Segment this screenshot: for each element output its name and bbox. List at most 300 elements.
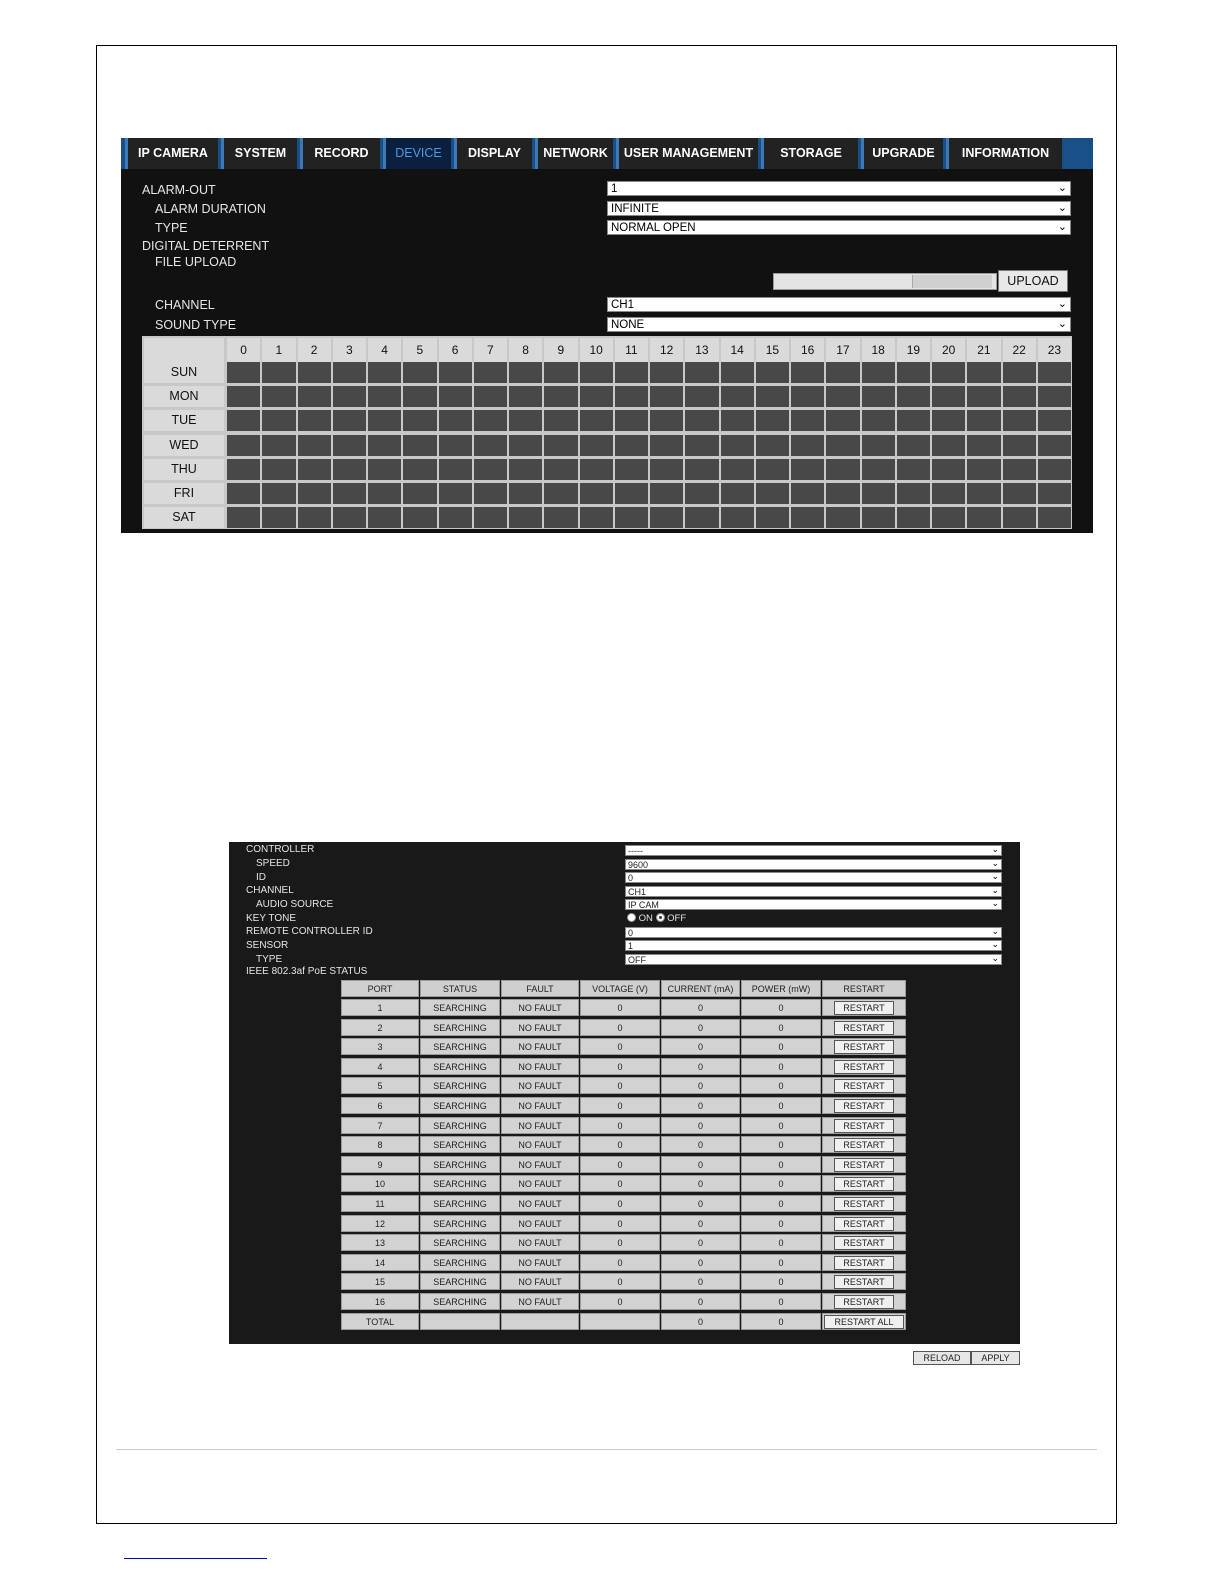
tab-user-management[interactable]: USER MANAGEMENT [616, 138, 758, 169]
schedule-cell[interactable] [721, 483, 754, 504]
schedule-cell[interactable] [368, 386, 401, 407]
restart-button[interactable]: RESTART [834, 1021, 894, 1035]
schedule-cell[interactable] [262, 459, 295, 480]
schedule-cell[interactable] [932, 410, 965, 431]
schedule-hour-header[interactable]: 2 [298, 338, 331, 362]
schedule-cell[interactable] [1038, 435, 1071, 456]
schedule-cell[interactable] [756, 362, 789, 383]
schedule-cell[interactable] [474, 507, 507, 528]
schedule-cell[interactable] [685, 435, 718, 456]
schedule-hour-header[interactable]: 5 [403, 338, 436, 362]
alarm-out-select[interactable] [607, 181, 1071, 196]
restart-button[interactable]: RESTART [834, 1177, 894, 1191]
schedule-cell[interactable] [262, 507, 295, 528]
schedule-cell[interactable] [791, 435, 824, 456]
schedule-cell[interactable] [721, 410, 754, 431]
schedule-cell[interactable] [580, 386, 613, 407]
fault-cell: NO FAULT [501, 999, 579, 1016]
schedule-hour-header[interactable]: 20 [932, 338, 965, 362]
schedule-cell[interactable] [580, 483, 613, 504]
schedule-cell[interactable] [932, 507, 965, 528]
tab-display[interactable]: DISPLAY [454, 138, 532, 169]
schedule-cell[interactable] [967, 386, 1000, 407]
schedule-cell[interactable] [227, 459, 260, 480]
schedule-cell[interactable] [1003, 507, 1036, 528]
schedule-hour-header[interactable]: 6 [439, 338, 472, 362]
status-cell: SEARCHING [420, 1038, 500, 1055]
voltage-cell: 0 [580, 1293, 660, 1310]
schedule-hour-header[interactable]: 1 [262, 338, 295, 362]
schedule-day-wed[interactable]: WED [144, 435, 224, 456]
schedule-cell[interactable] [298, 410, 331, 431]
schedule-cell[interactable] [721, 386, 754, 407]
schedule-cell[interactable] [509, 483, 542, 504]
schedule-cell[interactable] [615, 386, 648, 407]
schedule-day-thu[interactable]: THU [144, 459, 224, 480]
schedule-cell[interactable] [227, 386, 260, 407]
schedule-cell[interactable] [932, 435, 965, 456]
channel-label: CHANNEL [246, 885, 294, 896]
schedule-hour-header[interactable]: 16 [791, 338, 824, 362]
sensor-type-select[interactable] [625, 954, 1002, 965]
schedule-cell[interactable] [826, 386, 859, 407]
schedule-hour-header[interactable]: 0 [227, 338, 260, 362]
schedule-cell[interactable] [721, 435, 754, 456]
schedule-cell[interactable] [1003, 362, 1036, 383]
power-cell: 0 [741, 1195, 821, 1212]
restart-button[interactable]: RESTART [834, 1079, 894, 1093]
tab-network[interactable]: NETWORK [535, 138, 613, 169]
schedule-cell[interactable] [298, 362, 331, 383]
schedule-cell[interactable] [227, 507, 260, 528]
file-upload-input[interactable] [773, 273, 997, 290]
schedule-cell[interactable] [1038, 483, 1071, 504]
schedule-hour-header[interactable]: 8 [509, 338, 542, 362]
schedule-cell[interactable] [262, 435, 295, 456]
chevron-down-icon: ⌄ [1057, 318, 1067, 330]
schedule-hour-header[interactable]: 23 [1038, 338, 1071, 362]
port-cell: 2 [341, 1019, 419, 1036]
status-cell: SEARCHING [420, 1136, 500, 1153]
schedule-cell[interactable] [403, 362, 436, 383]
schedule-cell[interactable] [897, 410, 930, 431]
status-cell: SEARCHING [420, 1293, 500, 1310]
schedule-cell[interactable] [368, 435, 401, 456]
schedule-cell[interactable] [368, 362, 401, 383]
voltage-cell: 0 [580, 1215, 660, 1232]
schedule-cell[interactable] [650, 483, 683, 504]
schedule-cell[interactable] [509, 410, 542, 431]
restart-button[interactable]: RESTART [834, 1275, 894, 1289]
power-cell: 0 [741, 1019, 821, 1036]
schedule-cell[interactable] [721, 362, 754, 383]
schedule-hour-header[interactable]: 21 [967, 338, 1000, 362]
status-cell: SEARCHING [420, 1254, 500, 1271]
fault-cell: NO FAULT [501, 1097, 579, 1114]
fault-cell: NO FAULT [501, 1293, 579, 1310]
restart-button[interactable]: RESTART [834, 1001, 894, 1015]
current-cell: 0 [661, 1136, 740, 1153]
schedule-cell[interactable] [544, 362, 577, 383]
key-tone-off-radio[interactable] [656, 913, 665, 922]
schedule-hour-header[interactable]: 22 [1003, 338, 1036, 362]
schedule-cell[interactable] [967, 459, 1000, 480]
schedule-hour-header[interactable]: 9 [544, 338, 577, 362]
schedule-cell[interactable] [826, 459, 859, 480]
schedule-cell[interactable] [862, 483, 895, 504]
schedule-cell[interactable] [862, 362, 895, 383]
fault-cell: NO FAULT [501, 1038, 579, 1055]
footnote-rule [124, 1558, 267, 1559]
power-cell: 0 [741, 1293, 821, 1310]
schedule-cell[interactable] [685, 459, 718, 480]
id-value: 0 [628, 873, 634, 883]
schedule-cell[interactable] [932, 459, 965, 480]
alarm-duration-label: ALARM DURATION [155, 202, 266, 216]
restart-button[interactable]: RESTART [834, 1040, 894, 1054]
schedule-cell[interactable] [791, 362, 824, 383]
restart-button[interactable]: RESTART [834, 1060, 894, 1074]
schedule-cell[interactable] [1038, 459, 1071, 480]
schedule-cell[interactable] [509, 435, 542, 456]
schedule-cell[interactable] [368, 483, 401, 504]
port-cell: 12 [341, 1215, 419, 1232]
current-cell: 0 [661, 1215, 740, 1232]
tab-record[interactable]: RECORD [300, 138, 380, 169]
schedule-cell[interactable] [967, 410, 1000, 431]
schedule-cell[interactable] [721, 459, 754, 480]
voltage-cell: 0 [580, 1254, 660, 1271]
schedule-cell[interactable] [333, 386, 366, 407]
schedule-cell[interactable] [298, 435, 331, 456]
schedule-day-mon[interactable]: MON [144, 386, 224, 407]
fault-cell: NO FAULT [501, 1175, 579, 1192]
schedule-cell[interactable] [509, 386, 542, 407]
schedule-cell[interactable] [474, 483, 507, 504]
schedule-hour-header[interactable]: 7 [474, 338, 507, 362]
schedule-cell[interactable] [615, 435, 648, 456]
tab-device[interactable]: DEVICE [383, 138, 451, 169]
schedule-cell[interactable] [685, 410, 718, 431]
schedule-cell[interactable] [227, 362, 260, 383]
schedule-cell[interactable] [1038, 410, 1071, 431]
restart-button[interactable]: RESTART [834, 1197, 894, 1211]
type-select[interactable] [607, 220, 1071, 235]
schedule-cell[interactable] [685, 507, 718, 528]
schedule-cell[interactable] [298, 483, 331, 504]
schedule-cell[interactable] [756, 386, 789, 407]
schedule-cell[interactable] [439, 483, 472, 504]
controller-select[interactable] [625, 845, 1002, 856]
schedule-cell[interactable] [580, 507, 613, 528]
current-cell: 0 [661, 1234, 740, 1251]
schedule-cell[interactable] [685, 362, 718, 383]
schedule-cell[interactable] [615, 483, 648, 504]
schedule-cell[interactable] [333, 362, 366, 383]
alarm-out-label: ALARM-OUT [142, 183, 216, 197]
schedule-cell[interactable] [368, 459, 401, 480]
schedule-cell[interactable] [756, 410, 789, 431]
schedule-cell[interactable] [1003, 410, 1036, 431]
current-cell: 0 [661, 1038, 740, 1055]
schedule-cell[interactable] [897, 362, 930, 383]
controller-label: CONTROLLER [246, 844, 315, 855]
power-cell: 0 [741, 1215, 821, 1232]
sensor-select[interactable] [625, 940, 1002, 951]
total-fault-cell [501, 1313, 579, 1330]
schedule-hour-header[interactable]: 14 [721, 338, 754, 362]
channel-select[interactable] [625, 886, 1002, 897]
current-cell: 0 [661, 1058, 740, 1075]
audio-source-value: IP CAM [628, 900, 659, 910]
schedule-cell[interactable] [262, 410, 295, 431]
schedule-cell[interactable] [333, 459, 366, 480]
schedule-cell[interactable] [791, 410, 824, 431]
schedule-cell[interactable] [826, 410, 859, 431]
schedule-cell[interactable] [685, 483, 718, 504]
schedule-cell[interactable] [580, 435, 613, 456]
upload-button[interactable]: UPLOAD [998, 270, 1068, 292]
schedule-cell[interactable] [403, 483, 436, 504]
schedule-cell[interactable] [439, 459, 472, 480]
schedule-hour-header[interactable]: 15 [756, 338, 789, 362]
schedule-cell[interactable] [826, 435, 859, 456]
schedule-cell[interactable] [897, 435, 930, 456]
restart-button[interactable]: RESTART [834, 1099, 894, 1113]
schedule-day-sun[interactable]: SUN [144, 362, 224, 383]
schedule-cell[interactable] [897, 386, 930, 407]
reload-button[interactable]: RELOAD [913, 1351, 971, 1365]
schedule-cell[interactable] [1003, 386, 1036, 407]
schedule-cell[interactable] [509, 459, 542, 480]
restart-button[interactable]: RESTART [834, 1295, 894, 1309]
schedule-cell[interactable] [509, 362, 542, 383]
schedule-cell[interactable] [967, 435, 1000, 456]
fault-cell: NO FAULT [501, 1156, 579, 1173]
voltage-cell: 0 [580, 1136, 660, 1153]
schedule-cell[interactable] [650, 362, 683, 383]
schedule-cell[interactable] [862, 410, 895, 431]
schedule-day-sat[interactable]: SAT [144, 507, 224, 528]
schedule-cell[interactable] [439, 386, 472, 407]
audio-source-label: AUDIO SOURCE [256, 899, 334, 910]
schedule-cell[interactable] [1038, 386, 1071, 407]
schedule-cell[interactable] [932, 386, 965, 407]
schedule-cell[interactable] [439, 507, 472, 528]
tab-ip-camera[interactable]: IP CAMERA [125, 138, 218, 169]
schedule-cell[interactable] [333, 483, 366, 504]
schedule-cell[interactable] [615, 362, 648, 383]
restart-button[interactable]: RESTART [834, 1217, 894, 1231]
alarm-duration-value: INFINITE [611, 203, 659, 215]
schedule-cell[interactable] [650, 386, 683, 407]
browse-button[interactable] [912, 275, 992, 288]
schedule-cell[interactable] [544, 459, 577, 480]
schedule-cell[interactable] [403, 435, 436, 456]
schedule-cell[interactable] [474, 386, 507, 407]
id-select[interactable] [625, 872, 1002, 883]
schedule-cell[interactable] [826, 507, 859, 528]
schedule-hour-header[interactable]: 11 [615, 338, 648, 362]
schedule-cell[interactable] [227, 435, 260, 456]
schedule-cell[interactable] [580, 362, 613, 383]
sound-type-select[interactable] [607, 317, 1071, 332]
schedule-cell[interactable] [262, 483, 295, 504]
power-cell: 0 [741, 1254, 821, 1271]
schedule-cell[interactable] [791, 386, 824, 407]
schedule-cell[interactable] [403, 459, 436, 480]
schedule-cell[interactable] [544, 386, 577, 407]
schedule-cell[interactable] [403, 507, 436, 528]
current-cell: 0 [661, 1273, 740, 1290]
schedule-day-fri[interactable]: FRI [144, 483, 224, 504]
schedule-cell[interactable] [721, 507, 754, 528]
schedule-hour-header[interactable]: 3 [333, 338, 366, 362]
schedule-day-tue[interactable]: TUE [144, 410, 224, 431]
schedule-cell[interactable] [756, 483, 789, 504]
schedule-cell[interactable] [509, 507, 542, 528]
fault-cell: NO FAULT [501, 1273, 579, 1290]
schedule-cell[interactable] [967, 507, 1000, 528]
schedule-cell[interactable] [650, 410, 683, 431]
schedule-cell[interactable] [756, 459, 789, 480]
schedule-cell[interactable] [1038, 507, 1071, 528]
restart-button[interactable]: RESTART [834, 1256, 894, 1270]
schedule-cell[interactable] [650, 507, 683, 528]
current-cell: 0 [661, 1156, 740, 1173]
schedule-hour-header[interactable]: 10 [580, 338, 613, 362]
schedule-cell[interactable] [227, 410, 260, 431]
schedule-cell[interactable] [615, 507, 648, 528]
chevron-down-icon: ⌄ [991, 939, 999, 949]
schedule-cell[interactable] [333, 410, 366, 431]
schedule-hour-header[interactable]: 13 [685, 338, 718, 362]
schedule-hour-header[interactable]: 17 [826, 338, 859, 362]
remote-controller-id-value: 0 [628, 928, 634, 938]
alarm-duration-select[interactable] [607, 201, 1071, 216]
schedule-cell[interactable] [932, 483, 965, 504]
sensor-label: SENSOR [246, 940, 289, 951]
schedule-hour-header[interactable]: 12 [650, 338, 683, 362]
restart-button[interactable]: RESTART [834, 1138, 894, 1152]
schedule-cell[interactable] [1003, 459, 1036, 480]
schedule-cell[interactable] [262, 362, 295, 383]
schedule-cell[interactable] [580, 459, 613, 480]
schedule-cell[interactable] [862, 507, 895, 528]
schedule-cell[interactable] [262, 386, 295, 407]
schedule-cell[interactable] [544, 507, 577, 528]
schedule-cell[interactable] [650, 435, 683, 456]
column-header: CURRENT (mA) [661, 980, 740, 997]
schedule-cell[interactable] [474, 435, 507, 456]
restart-button[interactable]: RESTART [834, 1236, 894, 1250]
schedule-cell[interactable] [439, 410, 472, 431]
channel-select[interactable] [607, 297, 1071, 312]
schedule-cell[interactable] [1003, 483, 1036, 504]
schedule-cell[interactable] [544, 435, 577, 456]
schedule-cell[interactable] [580, 410, 613, 431]
schedule-cell[interactable] [403, 386, 436, 407]
schedule-cell[interactable] [474, 410, 507, 431]
schedule-cell[interactable] [826, 483, 859, 504]
schedule-cell[interactable] [333, 507, 366, 528]
schedule-cell[interactable] [298, 459, 331, 480]
status-cell: SEARCHING [420, 1234, 500, 1251]
tab-system[interactable]: SYSTEM [221, 138, 297, 169]
schedule-cell[interactable] [615, 410, 648, 431]
restart-button[interactable]: RESTART [834, 1158, 894, 1172]
restart-all-button[interactable]: RESTART ALL [824, 1315, 904, 1329]
schedule-cell[interactable] [474, 459, 507, 480]
schedule-cell[interactable] [967, 483, 1000, 504]
tab-information[interactable]: INFORMATION [946, 138, 1062, 169]
schedule-hour-header[interactable]: 4 [368, 338, 401, 362]
schedule-cell[interactable] [791, 459, 824, 480]
current-cell: 0 [661, 999, 740, 1016]
schedule-cell[interactable] [439, 362, 472, 383]
status-cell: SEARCHING [420, 1195, 500, 1212]
schedule-cell[interactable] [403, 410, 436, 431]
schedule-cell[interactable] [897, 459, 930, 480]
speed-select[interactable] [625, 859, 1002, 870]
schedule-cell[interactable] [368, 410, 401, 431]
tab-storage[interactable]: STORAGE [761, 138, 858, 169]
schedule-cell[interactable] [615, 459, 648, 480]
schedule-cell[interactable] [474, 362, 507, 383]
chevron-down-icon: ⌄ [991, 953, 999, 963]
column-header: FAULT [501, 980, 579, 997]
schedule-cell[interactable] [862, 435, 895, 456]
schedule-cell[interactable] [1003, 435, 1036, 456]
port-cell: 5 [341, 1077, 419, 1094]
schedule-cell[interactable] [439, 435, 472, 456]
schedule-cell[interactable] [862, 459, 895, 480]
schedule-cell[interactable] [298, 386, 331, 407]
schedule-cell[interactable] [298, 507, 331, 528]
schedule-hour-header[interactable]: 19 [897, 338, 930, 362]
schedule-cell[interactable] [368, 507, 401, 528]
sensor-value: 1 [628, 941, 634, 951]
schedule-cell[interactable] [862, 386, 895, 407]
schedule-cell[interactable] [791, 483, 824, 504]
schedule-cell[interactable] [826, 362, 859, 383]
apply-button[interactable]: APPLY [971, 1351, 1020, 1365]
schedule-cell[interactable] [897, 507, 930, 528]
schedule-cell[interactable] [756, 435, 789, 456]
schedule-cell[interactable] [967, 362, 1000, 383]
schedule-cell[interactable] [650, 459, 683, 480]
poe-settings-screenshot [229, 842, 1020, 1344]
schedule-cell[interactable] [227, 483, 260, 504]
schedule-cell[interactable] [791, 507, 824, 528]
audio-source-select[interactable] [625, 899, 1002, 910]
remote-controller-id-select[interactable] [625, 927, 1002, 938]
schedule-cell[interactable] [1038, 362, 1071, 383]
schedule-cell[interactable] [756, 507, 789, 528]
schedule-hour-header[interactable]: 18 [862, 338, 895, 362]
schedule-cell[interactable] [685, 386, 718, 407]
power-cell: 0 [741, 1136, 821, 1153]
schedule-cell[interactable] [544, 483, 577, 504]
tab-upgrade[interactable]: UPGRADE [861, 138, 943, 169]
schedule-cell[interactable] [544, 410, 577, 431]
schedule-cell[interactable] [932, 362, 965, 383]
restart-button[interactable]: RESTART [834, 1119, 894, 1133]
schedule-cell[interactable] [897, 483, 930, 504]
port-cell: 8 [341, 1136, 419, 1153]
schedule-cell[interactable] [333, 435, 366, 456]
key-tone-on-radio[interactable] [627, 913, 636, 922]
